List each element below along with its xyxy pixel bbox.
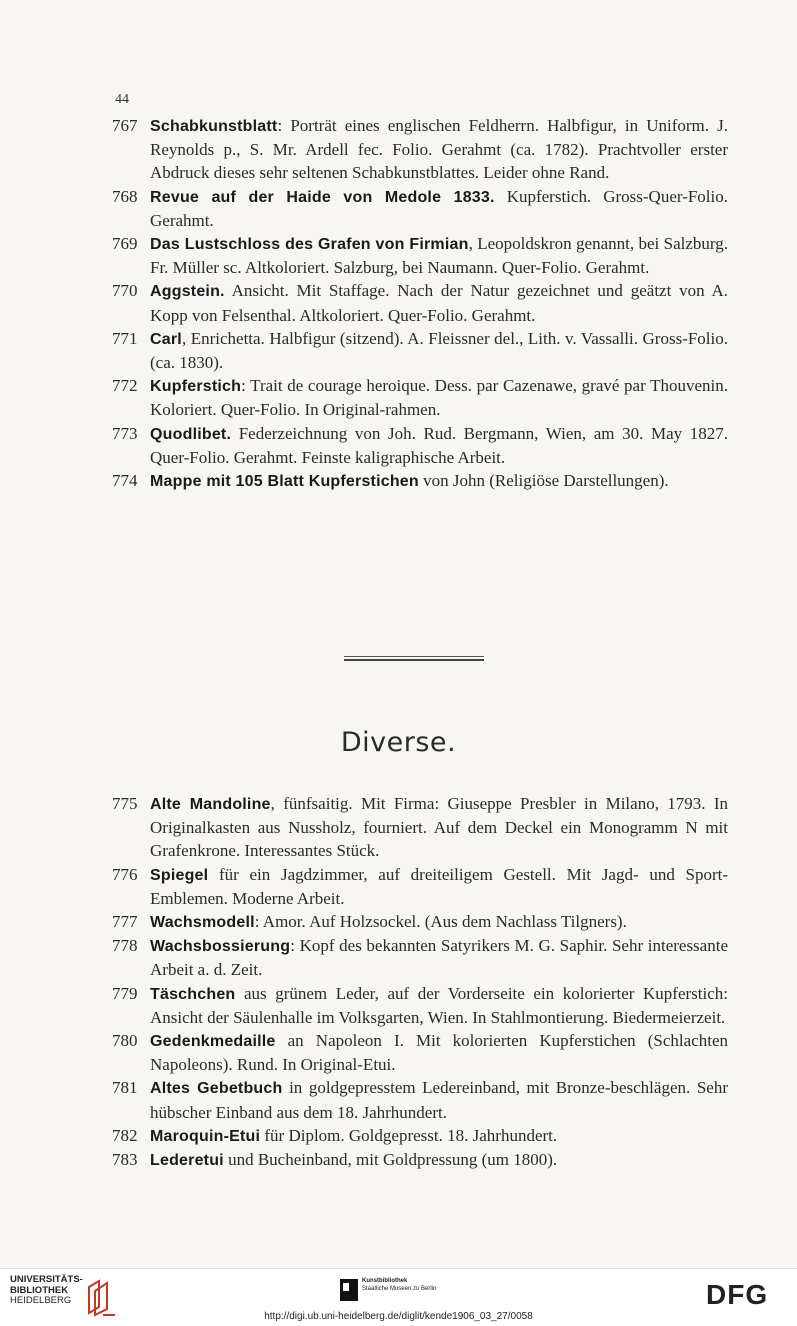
entry-title: Revue auf der Haide von Medole 1833. (150, 188, 495, 206)
catalog-entries-prints (112, 114, 728, 493)
entry-text: fünfsaitig. Mit Firma: Giuseppe Presbler in Milano, 1793. In Originalkasten aus Nussholz, fourniert. Auf dem Deckel ein Monogramm N mit Grafenkrone. Interessantes Stück. (150, 794, 728, 861)
catalog-entry (112, 1029, 728, 1076)
catalog-entry (112, 910, 728, 934)
catalog-entry (112, 863, 728, 910)
entry-text: Kopf des bekannten Satyrikers M. G. Saphir. Sehr interessante Arbeit a. d. Zeit. (150, 936, 728, 980)
catalog-entry (112, 982, 728, 1029)
catalog-entry (112, 1124, 728, 1148)
catalog-entry (112, 374, 728, 421)
entry-title: Gedenkmedaille (150, 1033, 276, 1051)
entry-text: in goldgepresstem Ledereinband, mit Bronze-beschlägen. Sehr hübscher Einband aus dem 18. Jahrhundert. (150, 1078, 728, 1122)
entry-separator: : (254, 912, 263, 932)
entry-title: Täschchen (150, 985, 236, 1003)
entry-title: Carl (150, 330, 182, 348)
entry-number: 783 (112, 1150, 138, 1170)
catalog-entry (112, 279, 728, 326)
kb-logo-line: Kunstbibliothek (362, 1278, 408, 1284)
university-library-logo[interactable] (10, 1275, 83, 1307)
entry-title: Schabkunstblatt (150, 118, 278, 135)
entry-number: 771 (112, 328, 138, 348)
entry-text: aus grünem Leder, auf der Vorderseite ein kolorierter Kupferstich: Ansicht der Säulenhalle im Volksgarten, Wien. In Stahlmontierung. Biedermeierzeit. (150, 983, 729, 1027)
entry-text: Federzeichnung von Joh. Rud. Bergmann, Wien, am 30. May 1827. Quer-Folio. Gerahmt. Feinste kaligraphische Arbeit. (150, 423, 728, 467)
entry-text: Leopoldskron genannt, bei Salzburg. Fr. Müller sc. Altkoloriert. Salzburg, bei Naumann. Quer-Folio. Gerahmt. (150, 234, 728, 278)
entry-number: 772 (112, 376, 138, 396)
entry-title: Aggstein. (150, 283, 225, 301)
viewer-footer (0, 1268, 797, 1326)
uni-logo-line: BIBLIOTHEK (10, 1284, 69, 1296)
catalog-entry (112, 327, 728, 374)
entry-number: 768 (112, 186, 138, 206)
entry-separator: : (277, 116, 291, 135)
entry-text: Enrichetta. Halbfigur (sitzend). A. Fleissner del., Lith. v. Vassalli. Gross-Folio. (ca. 1830). (150, 328, 728, 373)
kunstbibliothek-emblem-icon (340, 1279, 358, 1301)
permalink-url[interactable]: http://digi.ub.uni-heidelberg.de/diglit/kende1906_03_27/0058 (264, 1311, 533, 1322)
entry-text: Trait de courage heroique. Dess. par Cazenawe, gravé par Thouvenin. Koloriert. Quer-Folio. In Original-rahmen. (150, 376, 728, 420)
catalog-entry (112, 185, 728, 232)
entry-number: 779 (112, 983, 138, 1003)
entry-separator (231, 424, 239, 443)
entry-title: Das Lustschloss des Grafen von Firmian (150, 236, 469, 254)
section-divider (344, 656, 484, 662)
entry-number: 781 (112, 1078, 138, 1098)
catalog-entries-diverse (112, 792, 728, 1172)
entry-title: Maroquin-Etui (150, 1127, 261, 1145)
page-number: 44 (115, 92, 129, 107)
entry-separator (208, 865, 219, 884)
catalog-entry (112, 1076, 728, 1123)
catalog-entry (112, 792, 728, 863)
entry-number: 774 (112, 471, 138, 491)
catalog-entry (112, 114, 728, 185)
entry-title: Wachsbossierung (150, 938, 291, 956)
entry-number: 775 (112, 794, 138, 813)
entry-number: 778 (112, 936, 138, 956)
entry-text: für Diplom. Goldgepresst. 18. Jahrhundert. (264, 1125, 558, 1145)
entry-title: Alte Mandoline (150, 796, 271, 813)
entry-text: von John (Religiöse Darstellungen). (423, 471, 669, 491)
entry-title: Kupferstich (150, 378, 242, 396)
entry-number: 773 (112, 423, 138, 443)
entry-number: 776 (112, 864, 138, 884)
entry-separator: , (468, 234, 478, 254)
entry-separator (276, 1031, 288, 1050)
entry-text: für ein Jagdzimmer, auf dreiteiligem Gestell. Mit Jagd- und Sport-Emblemen. Moderne Arbeit. (150, 864, 729, 908)
section-heading: Diverse. (340, 727, 457, 758)
entry-separator (495, 187, 507, 206)
catalog-entry (112, 232, 728, 279)
uni-logo-line: HEIDELBERG (10, 1295, 72, 1306)
entry-text: Amor. Auf Holzsockel. (Aus dem Nachlass Tilgners). (262, 912, 627, 932)
entry-number: 777 (112, 912, 138, 932)
dfg-logo[interactable]: DFG (706, 1279, 769, 1310)
entry-number: 782 (112, 1125, 138, 1145)
catalog-entry (112, 469, 728, 493)
catalog-entry (112, 422, 728, 469)
entry-separator: , (181, 328, 191, 348)
entry-number: 770 (112, 281, 138, 301)
entry-text: Ansicht. Mit Staffage. Nach der Natur gezeichnet und geätzt von A. Kopp von Felsenthal. Altkoloriert. Quer-Folio. Gerahmt. (150, 281, 729, 325)
kb-logo-line: Staatliche Museen zu Berlin (362, 1286, 437, 1292)
entry-separator: , (270, 794, 284, 813)
entry-separator (235, 984, 244, 1003)
entry-title: Lederetui (150, 1152, 224, 1170)
uni-logo-line: UNIVERSITÄTS- (10, 1274, 83, 1285)
entry-number: 767 (112, 116, 138, 135)
entry-title: Spiegel (150, 866, 209, 884)
entry-text: Porträt eines englischen Feldherrn. Halbfigur, in Uniform. J. Reynolds p., S. Mr. Ardell fec. Folio. Gerahmt (ca. 1782). Prachtvoller erster Abdruck dieses sehr seltenen Schabkunstblattes. Leider ohne Rand. (150, 116, 728, 183)
entry-text: Kupferstich. Gross-Quer-Folio. Gerahmt. (150, 186, 729, 230)
entry-text: und Bucheinband, mit Goldpressung (um 1800). (228, 1150, 558, 1170)
entry-title: Wachsmodell (150, 914, 255, 932)
entry-number: 769 (112, 234, 138, 254)
entry-title: Altes Gebetbuch (150, 1080, 283, 1098)
catalog-entry (112, 1148, 728, 1172)
catalog-entry (112, 934, 728, 981)
entry-text: an Napoleon I. Mit kolorierten Kupferstichen (Schlachten Napoleons). Rund. In Original-Etui. (150, 1031, 729, 1075)
entry-separator (225, 281, 232, 300)
entry-separator: : (241, 376, 251, 396)
entry-title: Mappe mit 105 Blatt Kupferstichen (150, 473, 419, 491)
entry-separator: : (290, 936, 300, 956)
entry-number: 780 (112, 1031, 138, 1051)
entry-title: Quodlibet. (150, 425, 232, 443)
